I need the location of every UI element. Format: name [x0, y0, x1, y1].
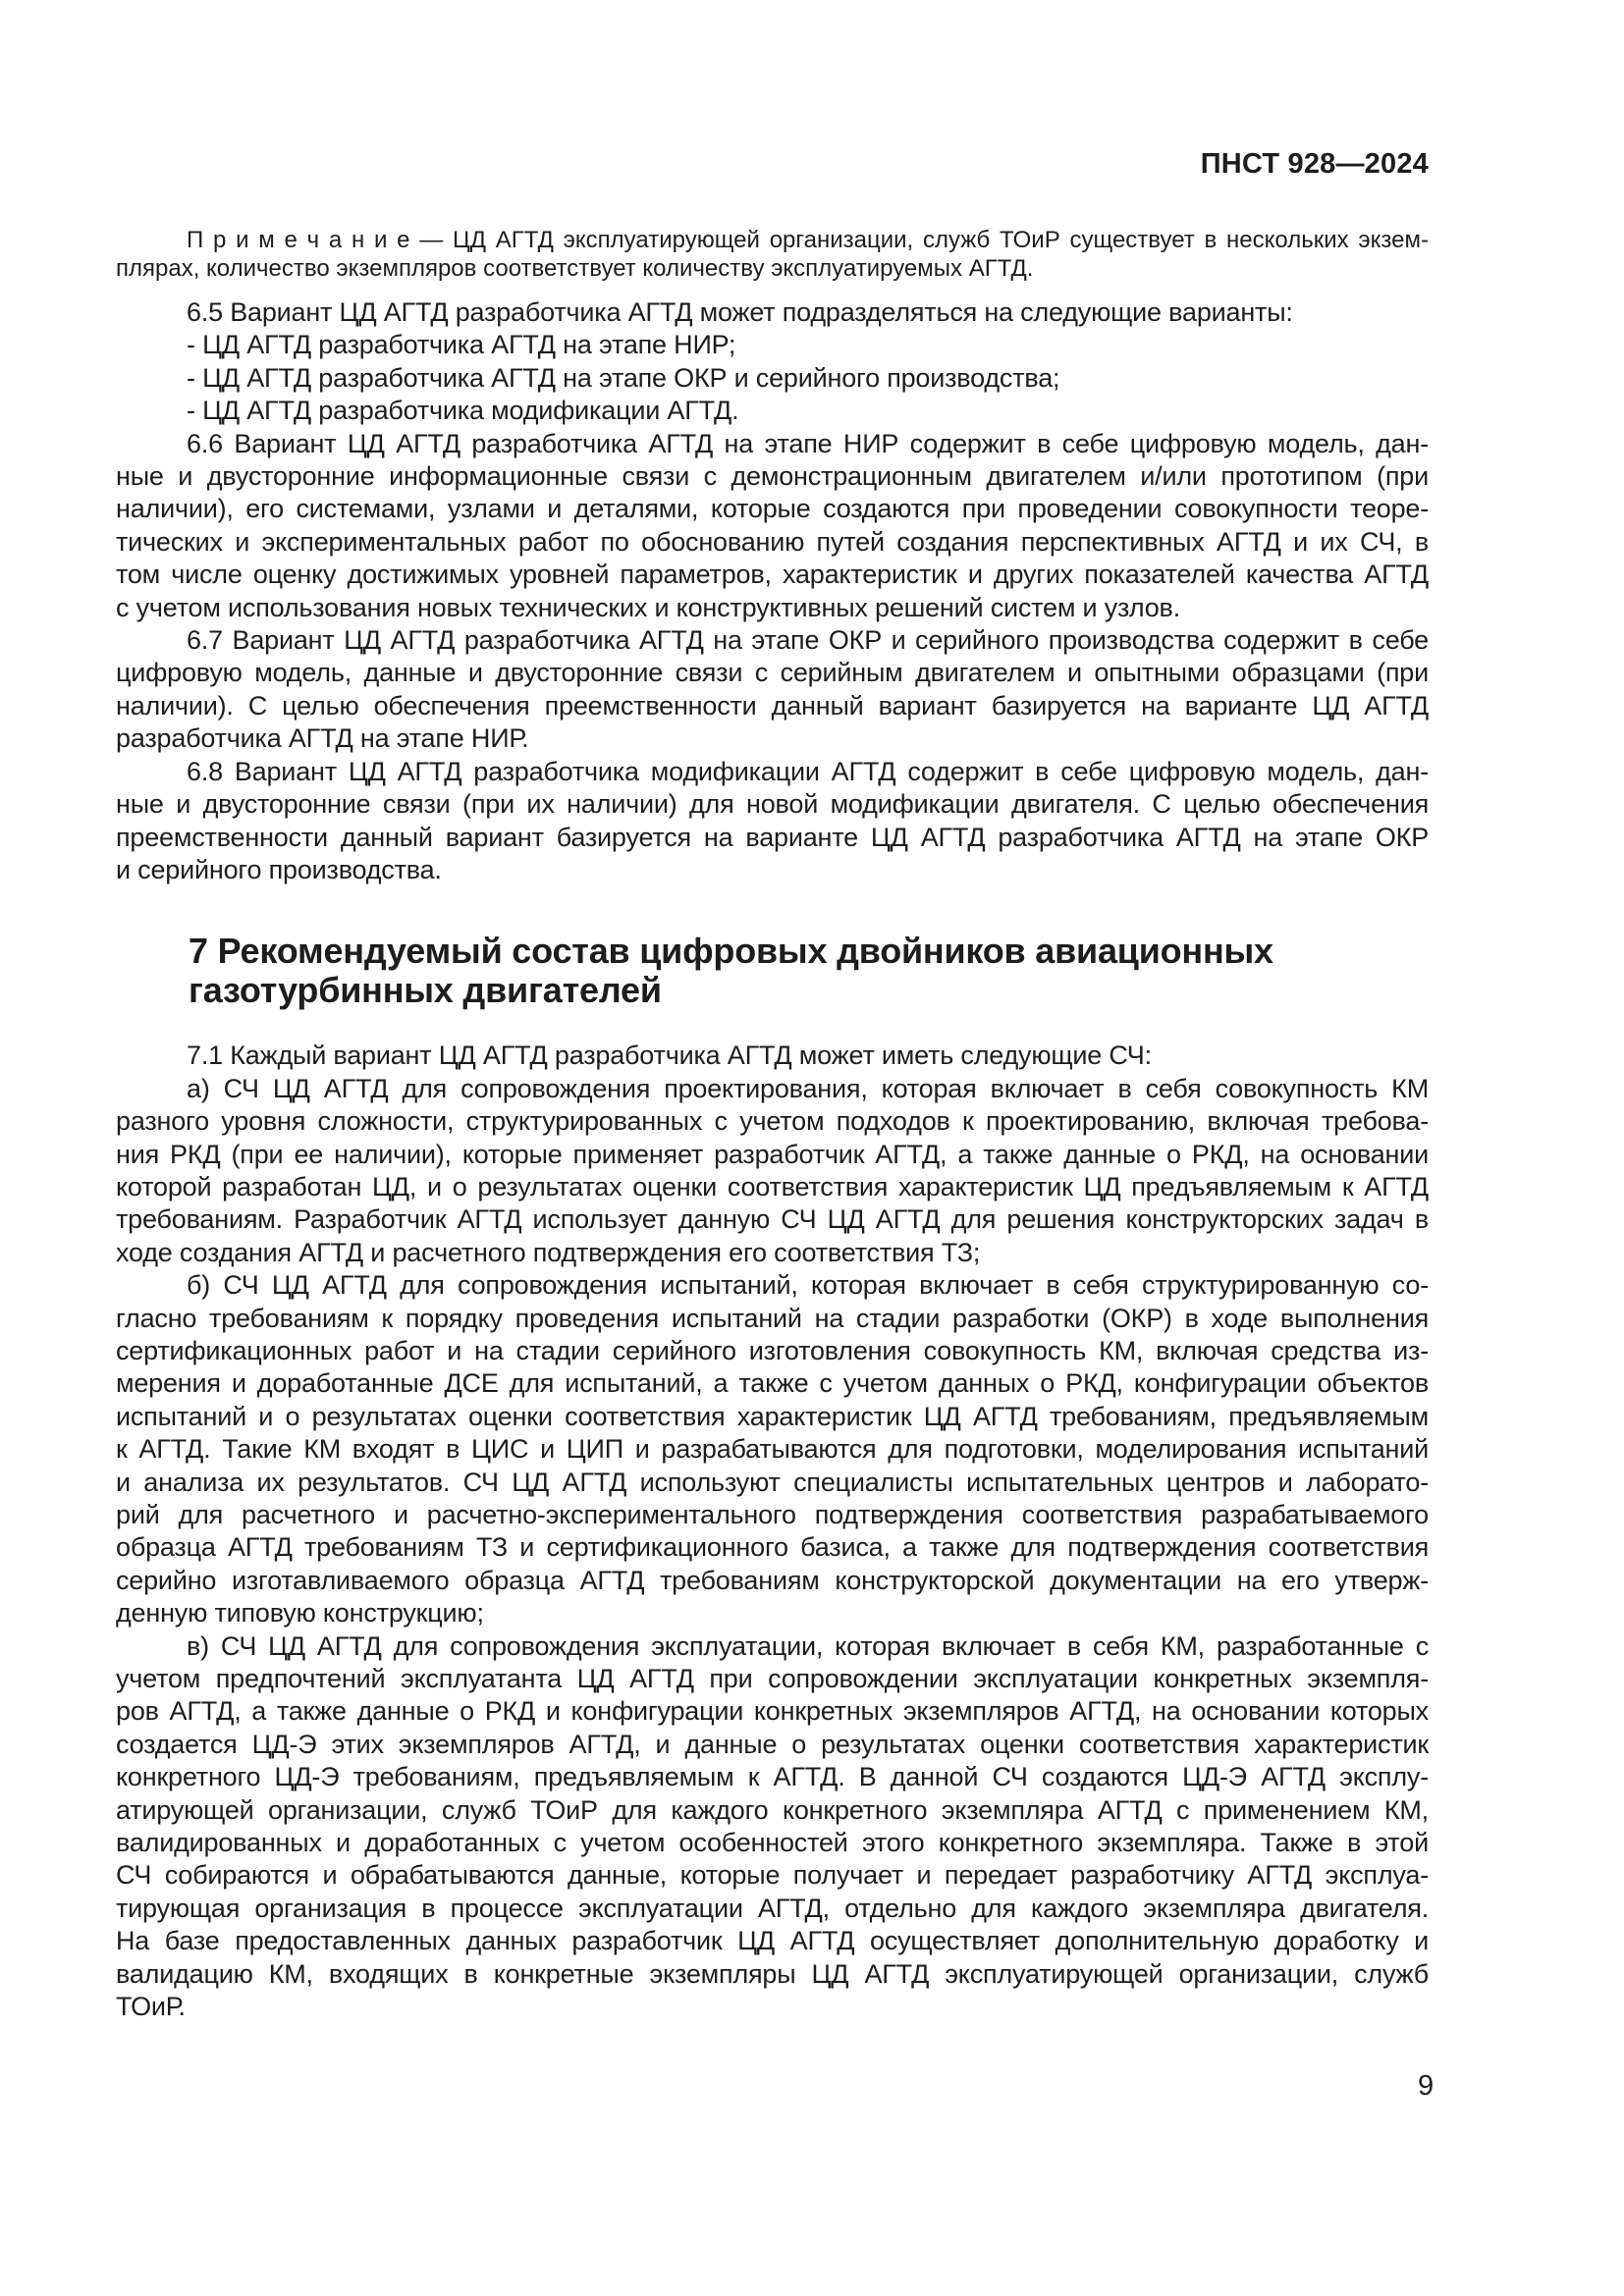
- text-line: валидированных и доработанных с учетом особенностей этого конкретного экземпляра. Также в этой: [116, 1828, 1429, 1858]
- text-line: тических и экспериментальных работ по обоснованию путей создания перспективных АГТД и их СЧ, в: [116, 526, 1429, 557]
- text-line: мерения и доработанные ДСЕ для испытаний, а также с учетом данных о РКД, конфигурации объектов: [116, 1368, 1429, 1399]
- text-line: требованиям. Разработчик АГТД использует данную СЧ ЦД АГТД для решения конструкторских задач в: [116, 1204, 1429, 1235]
- text-line: а) СЧ ЦД АГТД для сопровождения проектирования, которая включает в себя совокупность КМ: [187, 1073, 1429, 1103]
- text-line: ров АГТД, а также данные о РКД и конфигурации конкретных экземпляров АГТД, на основании которых: [116, 1696, 1429, 1727]
- text-line: 6.5 Вариант ЦД АГТД разработчика АГТД может подразделяться на следующие варианты:: [187, 297, 1293, 327]
- text-line: учетом предпочтений эксплуатанта ЦД АГТД при сопровождении эксплуатации конкретных экземпля-: [116, 1664, 1429, 1694]
- text-line: конкретного ЦД-Э требованиям, предъявляемым к АГТД. В данной СЧ создаются ЦД-Э АГТД эксплу-: [116, 1762, 1429, 1792]
- text-line: к АГТД. Такие КМ входят в ЦИС и ЦИП и разрабатываются для подготовки, моделирования испытаний: [116, 1434, 1429, 1465]
- clause-6-6: [116, 428, 1429, 624]
- text-line: ные и двусторонние информационные связи с демонстрационным двигателем и/или прототипом (при: [116, 461, 1429, 492]
- text-line: ходе создания АГТД и расчетного подтверждения его соответствия ТЗ;: [116, 1237, 981, 1267]
- section-7-heading: [116, 932, 1429, 1010]
- subclause-a: [116, 1073, 1429, 1269]
- text-line: в) СЧ ЦД АГТД для сопровождения эксплуатации, которая включает в себя КМ, разработанные с: [187, 1630, 1429, 1661]
- text-line: испытаний и о результатах оценки соответствия характеристик ЦД АГТД требованиям, предъявляемым: [116, 1401, 1429, 1431]
- text-line: атирующей организации, служб ТОиР для каждого конкретного экземпляра АГТД с применением КМ,: [116, 1794, 1429, 1825]
- text-line: наличии). С целью обеспечения преемственности данный вариант базируется на варианте ЦД АГТД: [116, 690, 1429, 721]
- text-line: - ЦД АГТД разработчика АГТД на этапе НИР;: [187, 330, 736, 360]
- text-line: 7.1 Каждый вариант ЦД АГТД разработчика АГТД может иметь следующие СЧ:: [187, 1041, 1152, 1071]
- text-line: ТОиР.: [116, 1992, 186, 2022]
- text-line: сертификационных работ и на стадии серийного изготовления совокупность КМ, включая средства из-: [116, 1335, 1429, 1365]
- text-line: СЧ собираются и обрабатываются данные, которые получает и передает разработчику АГТД эксплуа-: [116, 1860, 1429, 1891]
- text-line: денную типовую конструкцию;: [116, 1598, 484, 1629]
- text-line: и серийного производства.: [116, 854, 442, 884]
- clause-7-1: [116, 1040, 1429, 1072]
- text-line: цифровую модель, данные и двусторонние связи с серийным двигателем и опытными образцами (при: [116, 658, 1429, 688]
- clause-6-5-list: [116, 329, 1429, 427]
- text-line: серийно изготавливаемого образца АГТД требованиям конструкторской документации на его утверж-: [116, 1565, 1429, 1595]
- text-line: рий для расчетного и расчетно-экспериментального подтверждения соответствия разрабатываемого: [116, 1500, 1429, 1529]
- text-line: гласно требованиям к порядку проведения испытаний на стадии разработки (ОКР) в ходе выполнения: [116, 1303, 1429, 1333]
- text-line: создается ЦД-Э этих экземпляров АГТД, и данные о результатах оценки соответствия характеристик: [116, 1729, 1429, 1759]
- text-line: тирующая организация в процессе эксплуатации АГТД, отдельно для каждого экземпляра двигателя.: [116, 1893, 1429, 1923]
- text-line: плярах, количество экземпляров соответствует количеству эксплуатируемых АГТД.: [116, 255, 1034, 282]
- clause-6-8: [116, 756, 1429, 887]
- clause-6-7: [116, 624, 1429, 756]
- text-line: 6.6 Вариант ЦД АГТД разработчика АГТД на этапе НИР содержит в себе цифровую модель, дан-: [187, 428, 1429, 458]
- text-line: валидацию КМ, входящих в конкретные экземпляры ЦД АГТД эксплуатирующей организации, служб: [116, 1958, 1429, 1989]
- subclause-v: [116, 1630, 1429, 2024]
- text-line: образца АГТД требованиям ТЗ и сертификационного базиса, а также для подтверждения соответствия: [116, 1532, 1429, 1563]
- text-line: разного уровня сложности, структурированных с учетом подходов к проектированию, включая требова-: [116, 1106, 1429, 1137]
- text-line: б) СЧ ЦД АГТД для сопровождения испытаний, которая включает в себя структурированную со-: [187, 1270, 1429, 1301]
- standard-code-header: ПНСТ 928—2024: [1200, 148, 1429, 180]
- page-number: 9: [1418, 2070, 1435, 2102]
- text-line: - ЦД АГТД разработчика модификации АГТД.: [187, 396, 739, 426]
- text-line: 6.8 Вариант ЦД АГТД разработчика модификации АГТД содержит в себе цифровую модель, дан-: [187, 756, 1429, 786]
- text-line: с учетом использования новых технических и конструктивных решений систем и узлов.: [116, 592, 1180, 622]
- text-line: ные и двусторонние связи (при их наличии) для новой модификации двигателя. С целью обеспечения: [116, 789, 1429, 820]
- text-line: том числе оценку достижимых уровней параметров, характеристик и других показателей качества АГТД: [116, 560, 1429, 590]
- text-line: газотурбинных двигателей: [189, 970, 662, 1011]
- text-line: преемственности данный вариант базируется на варианте ЦД АГТД разработчика АГТД на этапе ОКР: [116, 822, 1429, 852]
- text-line: которой разработан ЦД, и о результатах оценки соответствия характеристик ЦД предъявляемым к АГТД: [116, 1171, 1429, 1201]
- text-column: [116, 147, 1429, 2024]
- text-line: и анализа их результатов. СЧ ЦД АГТД используют специалисты испытательных центров и лаборато-: [116, 1467, 1429, 1497]
- text-line: наличии), его системами, узлами и деталями, которые создаются при проведении совокупности теоре-: [116, 494, 1429, 524]
- text-line: 6.7 Вариант ЦД АГТД разработчика АГТД на этапе ОКР и серийного производства содержит в себе: [187, 625, 1429, 656]
- text-line: ния РКД (при ее наличии), которые применяет разработчик АГТД, а также данные о РКД, на основании: [116, 1139, 1429, 1169]
- text-line: 7 Рекомендуемый состав цифровых двойников авиационных: [189, 931, 1273, 972]
- text-line: П р и м е ч а н и е — ЦД АГТД эксплуатирующей организации, служб ТОиР существует в нескольких экзем-: [187, 227, 1429, 253]
- clause-6-5: [116, 296, 1429, 329]
- text-line: - ЦД АГТД разработчика АГТД на этапе ОКР и серийного производства;: [187, 362, 1060, 393]
- note-paragraph: [116, 226, 1429, 283]
- text-line: разработчика АГТД на этапе НИР.: [116, 723, 529, 754]
- text-line: На базе предоставленных данных разработчик ЦД АГТД осуществляет дополнительную доработку и: [116, 1926, 1429, 1956]
- subclause-b: [116, 1269, 1429, 1629]
- document-body: [116, 226, 1429, 2024]
